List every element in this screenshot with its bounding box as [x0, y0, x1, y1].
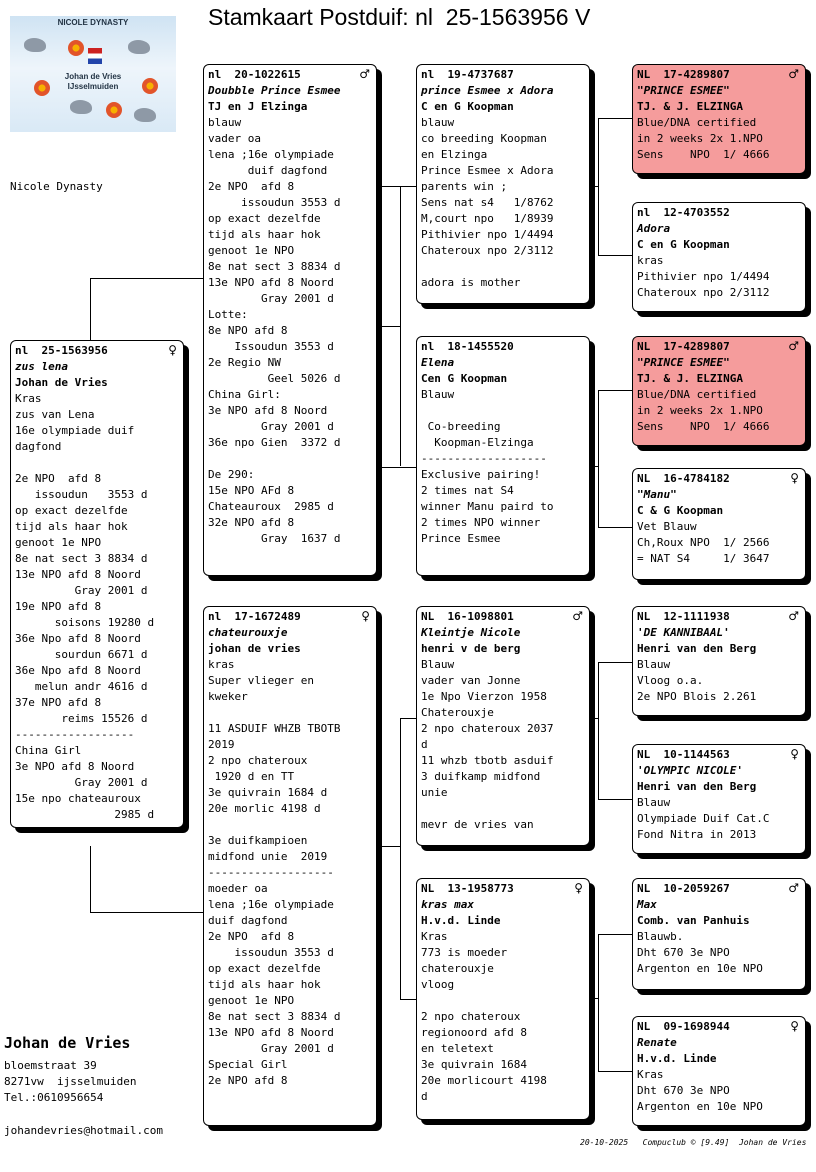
pedigree-line: Pithivier npo 1/4494: [421, 228, 554, 241]
pedigree-line: 2e NPO Blois 2.261: [637, 690, 757, 703]
pedigree-line: Chateauroux 2985 d: [208, 500, 334, 513]
pedigree-line: moeder oa: [208, 882, 268, 895]
logo-heading: NICOLE DYNASTY: [57, 18, 129, 27]
pigeon-name: Max: [637, 898, 657, 911]
ring-number: NL 16-4784182: [637, 472, 730, 485]
pedigree-line: parents win ;: [421, 180, 508, 193]
pedigree-line: kras: [208, 658, 235, 671]
pedigree-line: Kras: [15, 392, 42, 405]
logo-place: IJsselmuiden: [67, 82, 119, 91]
rosette-image: [106, 102, 122, 118]
pedigree-line: 2e NPO afd 8: [15, 472, 102, 485]
pedigree-line: Argenton en 10e NPO: [637, 962, 763, 975]
pedigree-line: Kras: [637, 1068, 664, 1081]
pedigree-line: Sens NPO 1/ 4666: [637, 148, 770, 161]
pigeon-name: chateurouxje: [208, 626, 288, 639]
pigeon-card-father-mother[interactable]: [416, 336, 590, 576]
pedigree-line: op exact dezelfde: [15, 504, 128, 517]
male-symbol-icon: ♂: [788, 339, 799, 353]
pigeon-card-mfm[interactable]: [632, 744, 806, 854]
pigeon-card-mmm[interactable]: [632, 1016, 806, 1126]
pedigree-line: midfond unie 2019: [208, 850, 328, 863]
breeder-name: henri v de berg: [421, 642, 521, 655]
pedigree-line: Chateroux npo 2/3112: [637, 286, 770, 299]
pedigree-line: 8e NPO afd 8: [208, 324, 288, 337]
pedigree-line: en teletext: [421, 1042, 494, 1055]
pedigree-line: 3e NPO afd 8 Noord: [15, 760, 135, 773]
owner-address: [4, 1058, 136, 1106]
pedigree-line: Blue/DNA certified: [637, 388, 757, 401]
pedigree-line: 11 ASDUIF WHZB TBOTB: [208, 722, 341, 735]
breeder-name: Henri van den Berg: [637, 642, 757, 655]
pigeon-name: "Manu": [637, 488, 677, 501]
pedigree-line: Argenton en 10e NPO: [637, 1100, 763, 1113]
pedigree-line: 3e quivrain 1684: [421, 1058, 527, 1071]
pedigree-line: duif dagfond: [208, 164, 328, 177]
pedigree-line: Vloog o.a.: [637, 674, 704, 687]
male-symbol-icon: ♂: [572, 609, 583, 623]
pedigree-line: Blauw: [637, 658, 671, 671]
pedigree-line: [208, 817, 372, 833]
pedigree-line: tijd als haar hok: [208, 978, 321, 991]
pedigree-line: 11 whzb tbotb asduif: [421, 754, 554, 767]
pedigree-line: kweker: [208, 690, 248, 703]
pigeon-card-mmf[interactable]: [632, 878, 806, 990]
ring-number: NL 12-1111938: [637, 610, 730, 623]
pedigree-line: Gray 2001 d: [15, 584, 148, 597]
pedigree-line: 3e duifkampioen: [208, 834, 308, 847]
pedigree-line: 773 is moeder: [421, 946, 508, 959]
pedigree-line: genoot 1e NPO: [208, 994, 295, 1007]
pigeon-name: prince Esmee x Adora: [421, 84, 554, 97]
ring-number: nl 19-4737687: [421, 68, 514, 81]
pigeon-card-mother[interactable]: [203, 606, 377, 1126]
pedigree-line: M,court npo 1/8939: [421, 212, 554, 225]
connector-line: [590, 718, 598, 719]
pedigree-line: Gray 1637 d: [208, 532, 341, 545]
pedigree-line: winner Manu paird to: [421, 500, 554, 513]
pedigree-line: 13e NPO afd 8 Noord: [15, 568, 141, 581]
pedigree-line: [208, 705, 372, 721]
owner-phone: Tel.:0610956654: [4, 1091, 104, 1104]
ring-number: nl 18-1455520: [421, 340, 514, 353]
breeder-name: Johan de Vries: [15, 376, 108, 389]
pigeon-name: Renate: [637, 1036, 677, 1049]
pigeon-card-mother-mother[interactable]: [416, 878, 590, 1120]
pedigree-line: op exact dezelfde: [208, 962, 321, 975]
pedigree-line: dagfond: [15, 440, 62, 453]
pedigree-line: Exclusive pairing!: [421, 468, 541, 481]
pedigree-line: 2e NPO afd 8: [208, 1074, 288, 1087]
print-date: 20-10-2025: [580, 1138, 629, 1147]
ring-number: NL 10-1144563: [637, 748, 730, 761]
connector-line: [598, 390, 633, 528]
pedigree-line: chaterouxje: [421, 962, 494, 975]
connector-line: [376, 846, 400, 847]
pigeon-name: Elena: [421, 356, 455, 369]
breeder-name: TJ. & J. ELZINGA: [637, 372, 743, 385]
pedigree-line: vader van Jonne: [421, 674, 521, 687]
pedigree-line: Ch,Roux NPO 1/ 2566: [637, 536, 770, 549]
pedigree-line: 20e morlicourt 4198: [421, 1074, 547, 1087]
owner-email[interactable]: johandevries@hotmail.com: [4, 1124, 163, 1137]
pedigree-line: sourdun 6671 d: [15, 648, 148, 661]
pigeon-image: [134, 108, 156, 122]
pigeon-card-fmm[interactable]: [632, 468, 806, 580]
pedigree-line: = NAT S4 1/ 3647: [637, 552, 770, 565]
pedigree-line: 36e npo Gien 3372 d: [208, 436, 341, 449]
club-logo: [10, 16, 176, 132]
pedigree-line: d: [421, 1090, 428, 1103]
breeder-name: Henri van den Berg: [637, 780, 757, 793]
pedigree-line: duif dagfond: [208, 914, 288, 927]
breeder-name: C en G Koopman: [421, 100, 514, 113]
connector-line: [590, 998, 598, 999]
pigeon-name: Kleintje Nicole: [421, 626, 521, 639]
ring-number: NL 10-2059267: [637, 882, 730, 895]
pedigree-line: tijd als haar hok: [208, 228, 321, 241]
pigeon-card-ffm[interactable]: [632, 202, 806, 312]
pedigree-line: -------------------: [208, 866, 334, 879]
connector-line: [590, 186, 598, 187]
pigeon-card-father[interactable]: [203, 64, 377, 576]
ring-number: NL 17-4289807: [637, 68, 730, 81]
pedigree-line: lena ;16e olympiade: [208, 148, 334, 161]
breeder-name: C & G Koopman: [637, 504, 724, 517]
breeder-name: H.v.d. Linde: [421, 914, 501, 927]
pigeon-name: 'OLYMPIC NICOLE': [637, 764, 743, 777]
ring-number: nl 17-1672489: [208, 610, 301, 623]
pedigree-line: Kras: [421, 930, 448, 943]
logo-owner: Johan de Vries: [64, 72, 122, 81]
connector-line: [598, 934, 633, 1072]
pedigree-line: 15e npo chateauroux: [15, 792, 141, 805]
pedigree-line: 2 npo chateroux 2037: [421, 722, 554, 735]
pedigree-line: reims 15526 d: [15, 712, 148, 725]
pedigree-line: d: [421, 738, 428, 751]
pedigree-line: Pithivier npo 1/4494: [637, 270, 770, 283]
breeder-name: johan de vries: [208, 642, 301, 655]
pedigree-line: 36e Npo afd 8 Noord: [15, 632, 141, 645]
pedigree-line: [421, 259, 585, 275]
pedigree-line: regionoord afd 8: [421, 1026, 527, 1039]
pedigree-line: Vet Blauw: [637, 520, 697, 533]
male-symbol-icon: ♂: [788, 67, 799, 81]
pedigree-line: Chaterouxje: [421, 706, 494, 719]
rosette-image: [68, 40, 84, 56]
pedigree-line: issoudun 3553 d: [208, 196, 341, 209]
crest-icon: [88, 48, 102, 64]
pedigree-line: Prince Esmee x Adora: [421, 164, 554, 177]
software-credit: Compuclub © [9.49] Johan de Vries: [642, 1138, 807, 1147]
pigeon-name: zus lena: [15, 360, 68, 373]
pedigree-line: vader oa: [208, 132, 261, 145]
pedigree-line: Dht 670 3e NPO: [637, 946, 730, 959]
print-stamp: [580, 1138, 806, 1147]
pigeon-image: [128, 40, 150, 54]
pedigree-line: 2 npo chateroux: [208, 754, 308, 767]
pigeon-card-fff[interactable]: [632, 64, 806, 174]
pedigree-line: Sens nat s4 1/8762: [421, 196, 554, 209]
pedigree-line: 15e NPO AFd 8: [208, 484, 295, 497]
pigeon-card-fmf[interactable]: [632, 336, 806, 446]
pedigree-line: co breeding Koopman: [421, 132, 547, 145]
pedigree-line: Chateroux npo 2/3112: [421, 244, 554, 257]
breeder-name: C en G Koopman: [637, 238, 730, 251]
pigeon-name: "PRINCE ESMEE": [637, 84, 730, 97]
pedigree-line: zus van Lena: [15, 408, 95, 421]
pedigree-line: melun andr 4616 d: [15, 680, 148, 693]
pedigree-line: 2 times nat S4: [421, 484, 514, 497]
ring-number: nl 25-1563956: [15, 344, 108, 357]
owner-street: bloemstraat 39: [4, 1059, 97, 1072]
pedigree-line: 8e nat sect 3 8834 d: [208, 260, 341, 273]
pigeon-name: Doubble Prince Esmee: [208, 84, 341, 97]
pedigree-line: in 2 weeks 2x 1.NPO: [637, 132, 763, 145]
pedigree-line: 1920 d en TT: [208, 770, 295, 783]
pedigree-line: soisons 19280 d: [15, 616, 155, 629]
ring-number: NL 17-4289807: [637, 340, 730, 353]
ring-number: NL 16-1098801: [421, 610, 514, 623]
connector-line: [90, 846, 204, 913]
pedigree-line: [421, 403, 585, 419]
connector-line: [376, 326, 400, 327]
pedigree-line: 36e Npo afd 8 Noord: [15, 664, 141, 677]
pedigree-line: Super vlieger en: [208, 674, 314, 687]
pedigree-line: 37e NPO afd 8: [15, 696, 102, 709]
pedigree-line: op exact dezelfde: [208, 212, 321, 225]
pedigree-line: Geel 5026 d: [208, 372, 341, 385]
pedigree-line: [208, 451, 372, 467]
connector-line: [376, 186, 417, 468]
pedigree-line: Lotte:: [208, 308, 248, 321]
pedigree-line: Co-breeding: [421, 420, 501, 433]
pedigree-line: Blauwb.: [637, 930, 684, 943]
owner-name: Johan de Vries: [4, 1034, 131, 1052]
pigeon-name: "PRINCE ESMEE": [637, 356, 730, 369]
pedigree-line: Special Girl: [208, 1058, 288, 1071]
pedigree-line: 2 times NPO winner: [421, 516, 541, 529]
pedigree-line: Sens NPO 1/ 4666: [637, 420, 770, 433]
male-symbol-icon: ♂: [359, 67, 370, 81]
pedigree-line: Blue/DNA certified: [637, 116, 757, 129]
connector-line: [400, 186, 401, 466]
pedigree-line: 32e NPO afd 8: [208, 516, 295, 529]
pedigree-line: 3 duifkamp midfond: [421, 770, 541, 783]
connector-line: [590, 466, 598, 467]
connector-line: [598, 118, 633, 256]
pedigree-line: 8e nat sect 3 8834 d: [15, 552, 148, 565]
ring-number: NL 09-1698944: [637, 1020, 730, 1033]
breeder-name: TJ. & J. ELZINGA: [637, 100, 743, 113]
pedigree-line: ------------------: [15, 728, 135, 741]
pedigree-line: genoot 1e NPO: [208, 244, 295, 257]
pedigree-line: Gray 2001 d: [208, 1042, 334, 1055]
male-symbol-icon: ♂: [788, 609, 799, 623]
pedigree-line: 19e NPO afd 8: [15, 600, 102, 613]
pedigree-line: Gray 2001 d: [15, 776, 148, 789]
breeder-name: H.v.d. Linde: [637, 1052, 717, 1065]
pedigree-line: Prince Esmee: [421, 532, 501, 545]
female-symbol-icon: ♀: [168, 343, 177, 357]
pedigree-line: en Elzinga: [421, 148, 488, 161]
pigeon-card-mother-father[interactable]: [416, 606, 590, 846]
pedigree-line: 13e NPO afd 8 Noord: [208, 1026, 334, 1039]
connector-line: [90, 278, 204, 341]
pigeon-name: 'DE KANNIBAAL': [637, 626, 730, 639]
owner-city: 8271vw ijsselmuiden: [4, 1075, 137, 1088]
pedigree-line: kras: [637, 254, 664, 267]
pedigree-line: 2 npo chateroux: [421, 1010, 521, 1023]
pedigree-line: mevr de vries van: [421, 818, 534, 831]
pedigree-line: 8e nat sect 3 8834 d: [208, 1010, 341, 1023]
pedigree-line: vloog: [421, 978, 455, 991]
pigeon-name: Adora: [637, 222, 671, 235]
pedigree-line: [15, 455, 179, 471]
pedigree-line: De 290:: [208, 468, 255, 481]
breeder-name: Comb. van Panhuis: [637, 914, 750, 927]
pedigree-line: issoudun 3553 d: [208, 946, 334, 959]
pedigree-line: 2e Regio NW: [208, 356, 281, 369]
pedigree-line: 16e olympiade duif: [15, 424, 135, 437]
pedigree-line: 13e NPO afd 8 Noord: [208, 276, 334, 289]
pigeon-card-mff[interactable]: [632, 606, 806, 716]
pedigree-line: [421, 801, 585, 817]
pedigree-line: in 2 weeks 2x 1.NPO: [637, 404, 763, 417]
female-symbol-icon: ♀: [574, 881, 583, 895]
ring-number: NL 13-1958773: [421, 882, 514, 895]
pedigree-line: tijd als haar hok: [15, 520, 128, 533]
connector-line: [598, 662, 633, 800]
pedigree-line: unie: [421, 786, 448, 799]
pigeon-image: [24, 38, 46, 52]
pigeon-card-father-father[interactable]: [416, 64, 590, 304]
pedigree-line: Fond Nitra in 2013: [637, 828, 757, 841]
pedigree-line: genoot 1e NPO: [15, 536, 102, 549]
pedigree-line: 2e NPO afd 8: [208, 180, 295, 193]
ring-number: nl 12-4703552: [637, 206, 730, 219]
female-symbol-icon: ♀: [790, 471, 799, 485]
ring-number: nl 20-1022615: [208, 68, 301, 81]
pedigree-line: 1e Npo Vierzon 1958: [421, 690, 547, 703]
page-title: Stamkaart Postduif: nl 25-1563956 V: [208, 4, 591, 30]
male-symbol-icon: ♂: [788, 881, 799, 895]
pedigree-line: Blauw: [421, 658, 455, 671]
pedigree-line: lena ;16e olympiade: [208, 898, 334, 911]
pigeon-card-main[interactable]: [10, 340, 184, 828]
pedigree-line: Koopman-Elzinga: [421, 436, 534, 449]
female-symbol-icon: ♀: [361, 609, 370, 623]
pedigree-line: blauw: [421, 116, 455, 129]
pedigree-line: Olympiade Duif Cat.C: [637, 812, 770, 825]
pedigree-line: 2019: [208, 738, 235, 751]
pedigree-line: Gray 2001 d: [208, 420, 334, 433]
pedigree-line: 20e morlic 4198 d: [208, 802, 321, 815]
pedigree-line: Dht 670 3e NPO: [637, 1084, 730, 1097]
pedigree-line: blauw: [208, 116, 242, 129]
pedigree-line: Gray 2001 d: [208, 292, 334, 305]
pedigree-line: 3e NPO afd 8 Noord: [208, 404, 328, 417]
pedigree-line: 2e NPO afd 8: [208, 930, 295, 943]
pedigree-line: issoudun 3553 d: [15, 488, 148, 501]
pedigree-line: adora is mother: [421, 276, 521, 289]
pedigree-line: China Girl:: [208, 388, 281, 401]
pedigree-line: 2985 d: [15, 808, 155, 821]
pedigree-line: Blauw: [637, 796, 671, 809]
pigeon-name: kras max: [421, 898, 474, 911]
pigeon-image: [70, 100, 92, 114]
pedigree-line: 3e quivrain 1684 d: [208, 786, 328, 799]
pedigree-line: [421, 993, 585, 1009]
breeder-name: TJ en J Elzinga: [208, 100, 308, 113]
pedigree-line: Issoudun 3553 d: [208, 340, 334, 353]
pedigree-line: Blauw: [421, 388, 455, 401]
female-symbol-icon: ♀: [790, 1019, 799, 1033]
breeder-name: Cen G Koopman: [421, 372, 508, 385]
pedigree-line: China Girl: [15, 744, 82, 757]
dynasty-label: Nicole Dynasty: [10, 180, 103, 193]
pedigree-line: -------------------: [421, 452, 547, 465]
female-symbol-icon: ♀: [790, 747, 799, 761]
